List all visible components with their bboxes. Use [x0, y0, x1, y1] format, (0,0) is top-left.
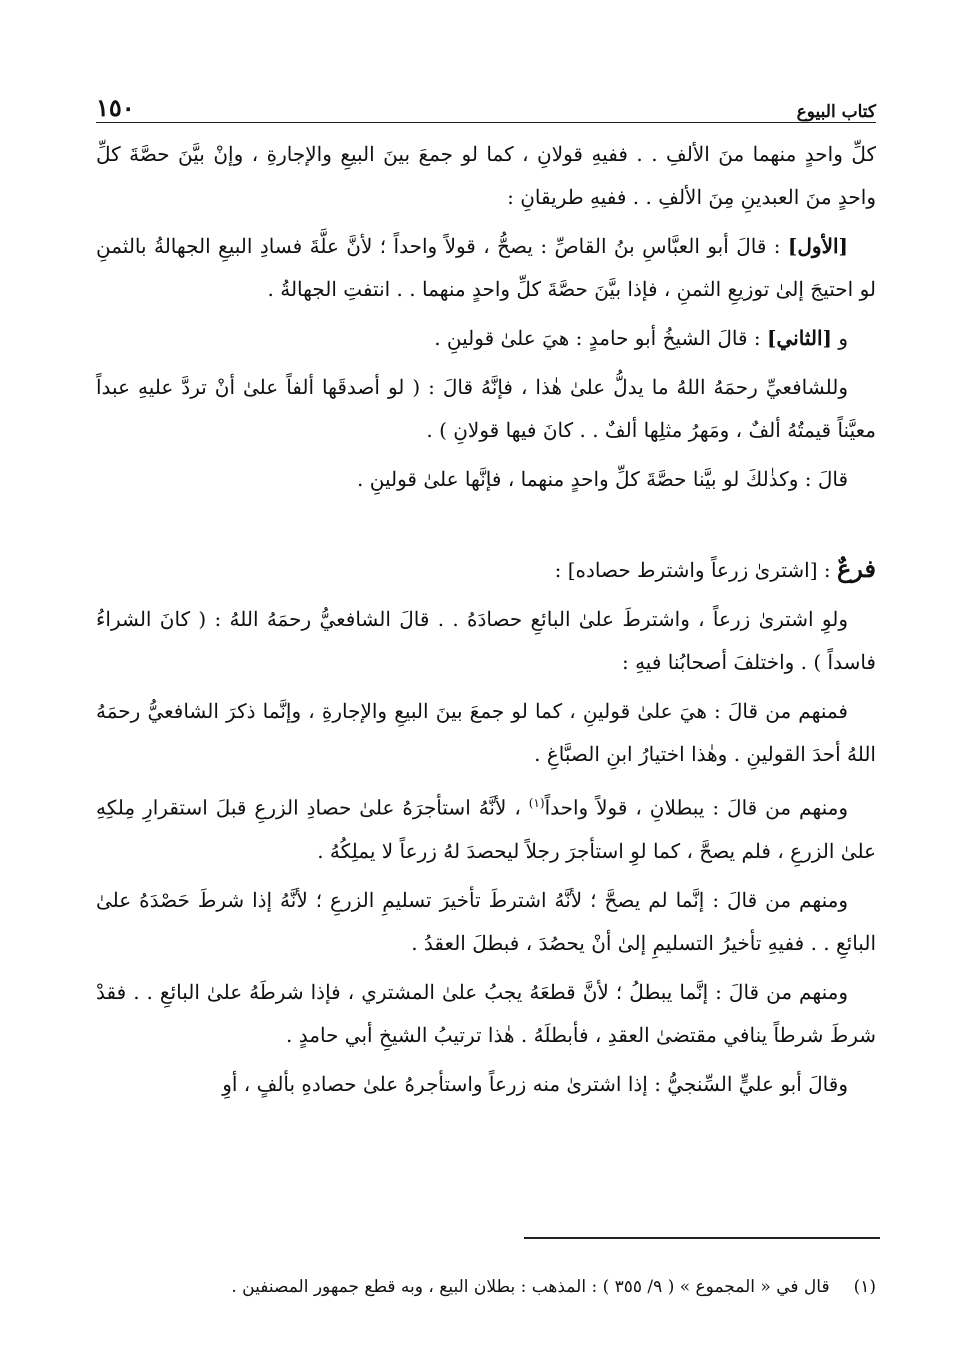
- paragraph-9: ومنهم من قالَ : إنَّما لم يصحَّ ؛ لأنَّهُ اشترطَ تأخيرَ تسليمِ الزرعِ ؛ لأنَّهُ إذا شرطَ حَصْدَهُ علىٰ البائعِ . . ففيهِ تأخيرُ التسليمِ إلىٰ أنْ يحصُدَ ، فبطلَ العقدُ .: [96, 887, 876, 955]
- footnote-reference[interactable]: (١): [528, 796, 545, 810]
- running-title: كتاب البيوع: [796, 102, 876, 122]
- paragraph-5: قالَ : وكذٰلكَ لو بيَّنا حصَّةَ كلِّ واحدٍ منهما ، فإنَّها علىٰ قولينِ .: [357, 467, 848, 491]
- paragraph-11: وقالَ أبو عليٍّ السِّنجيُّ : إذا اشترىٰ منه زرعاً واستأجرهُ علىٰ حصادهِ بألفٍ ، أوِ: [222, 1071, 848, 1096]
- section-heading: [96, 547, 876, 592]
- paragraph-8: ومنهم من قالَ : يبطلانِ ، قولاً واحداً$^{(١)}$ ، لأنَّهُ استأجرَهُ علىٰ حصادِ الزرعِ قبلَ استقرارِ مِلكِهِ علىٰ الزرعِ ، فلم يصحَّ ، كما لوِ استأجرَ رجلاً ليحصدَ لهُ زرعاً لا يملِكُهُ .: [96, 795, 876, 863]
- footnote: [96, 1272, 876, 1302]
- paragraph-2: [الأول] : قالَ أبو العبَّاسِ بنُ القاصِّ : يصحُّ ، قولاً واحداً ؛ لأنَّ علَّةَ فسادِ البيعِ الجهالةُ بالثمنِ لو احتيجَ إلىٰ توزيعِ الثمنِ ، فإذا بيَّنَ حصَّةَ كلِّ واحدٍ منهما . . انتفتِ الجهالةُ .: [96, 234, 876, 301]
- page-header: [96, 84, 876, 123]
- footnote-divider: [524, 1237, 880, 1239]
- page-number: ١٥٠: [96, 93, 135, 122]
- branch-label: فرعٌ: [836, 554, 876, 583]
- paragraph-4: وللشافعيِّ رحمَهُ اللهُ ما يدلُّ علىٰ هٰذا ، فإنَّهُ قالَ : ( لو أصدقَها ألفاً علىٰ أنْ تردَّ عليهِ عبداً معيَّناً قيمتُهُ ألفٌ ، ومَهرُ مثلِها ألفٌ . . كانَ فيها قولانِ ) .: [96, 375, 876, 442]
- paragraph-10: ومنهم من قالَ : إنَّما يبطلُ ؛ لأنَّ قطعَهُ يجبُ علىٰ المشتري ، فإذا شرطَهُ علىٰ البائعِ . . فقدْ شرطَ شرطاً ينافي مقتضىٰ العقدِ ، فأبطلَهُ . هٰذا ترتيبُ الشيخِ أبي حامدٍ .: [96, 979, 876, 1047]
- page-body: [96, 84, 876, 1112]
- paragraph-3: و [الثاني] : قالَ الشيخُ أبو حامدٍ : هيَ علىٰ قولينِ .: [434, 326, 848, 350]
- footnote-marker: (١): [853, 1277, 876, 1297]
- label-second: [الثاني]: [767, 326, 832, 350]
- branch-title: : [اشترىٰ زرعاً واشترط حصاده] :: [554, 558, 837, 582]
- paragraph-6: ولوِ اشترىٰ زرعاً ، واشترطَ علىٰ البائعِ حصادَهُ . . قالَ الشافعيُّ رحمَهُ اللهُ : ( كانَ الشراءُ فاسداً ) . واختلفَ أصحابُنا فيهِ :: [96, 607, 876, 674]
- footnote-text: قال في « المجموع » ( ٩/ ٣٥٥ ) : المذهب : بطلان البيع ، وبه قطع جمهور المصنفين .: [231, 1277, 830, 1297]
- section-spacer: [96, 507, 876, 547]
- paragraph-1: كلِّ واحدٍ منهما منَ الألفِ . . ففيهِ قولانِ ، كما لو جمعَ بينَ البيعِ والإجارةِ ، وإنْ بيَّنَ حصَّةَ كلِّ واحدٍ منَ العبدينِ مِنَ الألفِ . . ففيهِ طريقانِ :: [96, 142, 876, 209]
- label-first: [الأول]: [787, 234, 848, 258]
- paragraph-7: فمنهم من قالَ : هيَ علىٰ قولينِ ، كما لو جمعَ بينَ البيعِ والإجارةِ ، وإنَّما ذكرَ الشافعيُّ رحمَهُ اللهُ أحدَ القولينِ . وهٰذا اختيارُ ابنِ الصبَّاغِ .: [96, 699, 876, 766]
